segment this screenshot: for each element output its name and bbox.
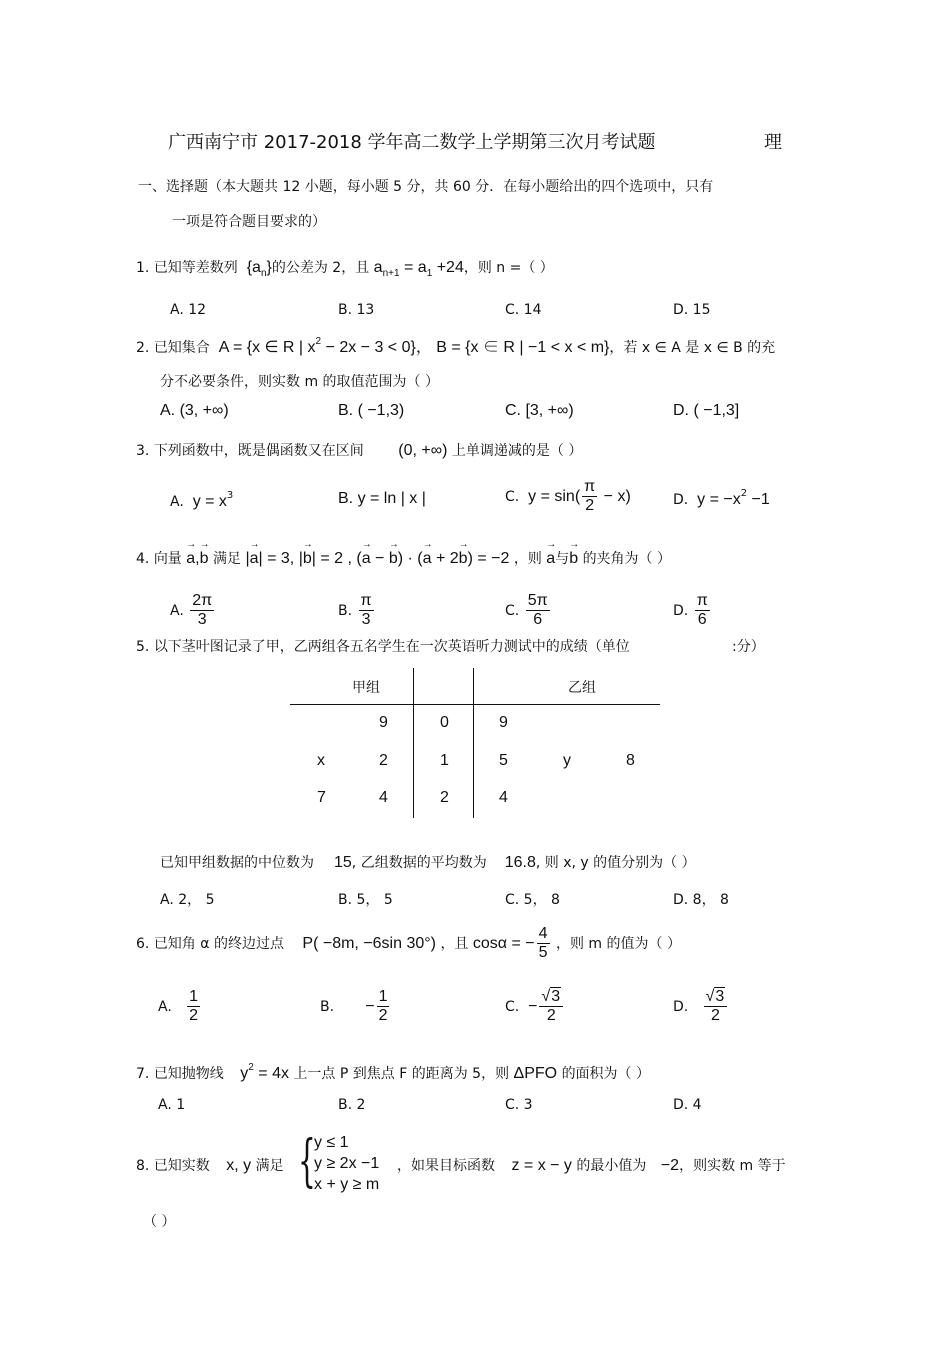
q6-text2: ，且	[440, 935, 469, 952]
q1-option-a: A. 12	[170, 302, 207, 318]
q1-option-b: B. 13	[338, 302, 375, 318]
title-main: 广西南宁市 2017-2018 学年高二数学上学期第三次月考试题	[168, 132, 656, 153]
q3-option-b: B. y = ln | x |	[338, 490, 426, 507]
q4-option-a: A. $\frac{2\pi}{3}$	[170, 592, 213, 629]
q4-option-c: C. $\frac{5\pi}{6}$	[505, 592, 548, 629]
question-3	[136, 440, 582, 460]
q2-option-c: C. [3, +∞)	[505, 402, 574, 419]
q6-number: 6.	[136, 935, 150, 952]
table-cell: x	[317, 752, 325, 769]
q1-recurrence: $a_{n+1} = a_1 +24$	[373, 259, 464, 279]
q8-constraint-3: x + y ≥ m	[314, 1176, 380, 1193]
q5-option-d: D. 8， 8	[673, 892, 729, 908]
section-heading-line1: 一、选择题（本大题共 12 小题，每小题 5 分，共 60 分．在每小题给出的四个选项中，只有	[138, 179, 714, 195]
q4-condition: |→ a| = 3, |→ b| = 2 , (→ a − → b) · (→ a + 2→ b) = −2	[245, 550, 509, 567]
table-cell: y	[563, 752, 571, 769]
q8-constraint-2: y ≥ 2x −1	[314, 1155, 380, 1172]
q7-option-d: D. 4	[673, 1097, 702, 1113]
q7-text2: 上一点 P 到焦点 F 的距离为 5，则	[293, 1066, 510, 1082]
q4-option-b: B. $\frac{\pi}{3}$	[338, 592, 372, 629]
q4-text2: 满足	[212, 551, 241, 567]
q5-line2: 已知甲组数据的中位数为 15, 乙组数据的平均数为 16.8, 则 x, y 的值分别为（ ）	[160, 854, 696, 871]
q1-text: 已知等差数列	[153, 260, 238, 276]
table-stem: 2	[440, 789, 449, 806]
q8-vars: x, y	[226, 1157, 252, 1174]
q6-text: 已知角 α 的终边过点	[153, 935, 284, 952]
q2-number: 2.	[136, 340, 150, 356]
q7-triangle: ΔPFO	[513, 1065, 558, 1082]
q4-vector-b: → b	[569, 550, 578, 568]
q5-option-b: B. 5， 5	[338, 892, 393, 908]
q2-option-b: B. ( −1,3)	[338, 402, 405, 419]
q3-interval: (0, +∞)	[398, 442, 448, 459]
q6-option-a: A. $\frac{1}{2}$	[158, 988, 199, 1025]
q3-text: 下列函数中，既是偶函数又在区间	[153, 443, 364, 459]
table-header-yi: 乙组	[568, 680, 596, 696]
q6-text3: ，则 m 的值为（ ）	[555, 935, 681, 952]
q6-option-b: B. − $\frac{1}{2}$	[320, 988, 388, 1025]
q5-option-a: A. 2， 5	[160, 892, 215, 908]
table-header-jia: 甲组	[352, 680, 380, 696]
q2-option-d: D. ( −1,3]	[673, 402, 740, 419]
q3-text2: 上单调递减的是（ ）	[451, 443, 583, 459]
question-5	[136, 636, 630, 656]
question-4	[136, 548, 671, 568]
q8-text: 已知实数	[153, 1158, 210, 1174]
table-cell: 9	[379, 714, 388, 731]
q2-option-a: A. (3, +∞)	[160, 402, 229, 419]
q1-text2: 的公差为 2，且	[271, 260, 370, 276]
question-8	[136, 1155, 284, 1175]
q1-text3: ，则 n =（ ）	[463, 260, 554, 276]
q4-text4: 与	[555, 551, 570, 567]
table-cell: 5	[499, 752, 508, 769]
q1-number: 1.	[136, 260, 150, 276]
q6-option-d: D. $\frac{√3}{2}$	[673, 988, 729, 1026]
table-cell: 4	[499, 789, 508, 806]
stem-leaf-plot	[290, 668, 660, 818]
q4-text: 向量	[153, 551, 182, 567]
q6-fraction: $\frac{4}{5}$	[538, 925, 548, 962]
q7-number: 7.	[136, 1066, 150, 1082]
table-cell: 8	[626, 752, 635, 769]
q6-option-c: C. − $\frac{√3}{2}$	[505, 988, 565, 1026]
section-heading-line2: 一项是符合题目要求的）	[172, 214, 326, 230]
q1-option-c: C. 14	[505, 302, 542, 318]
q4-text3: ，则	[513, 551, 542, 567]
q6-point: P( −8m, −6sin 30°)	[302, 934, 436, 952]
q1-option-d: D. 15	[673, 302, 711, 318]
q7-option-a: A. 1	[158, 1097, 186, 1113]
q4-number: 4.	[136, 551, 150, 567]
q5-option-c: C. 5， 8	[505, 892, 560, 908]
q7-option-b: B. 2	[338, 1097, 366, 1113]
q7-text: 已知抛物线	[153, 1066, 224, 1082]
table-stem: 0	[440, 714, 449, 731]
q7-text3: 的面积为（ ）	[561, 1066, 651, 1082]
table-line-right	[473, 668, 474, 818]
q3-option-d: D. $y = -x^2 -1$	[673, 488, 770, 508]
q8-text2: 满足	[255, 1158, 284, 1174]
q8-number: 8.	[136, 1158, 150, 1174]
table-divider	[290, 704, 660, 705]
question-7	[136, 1062, 650, 1083]
q8-constraint-1: y ≤ 1	[314, 1134, 349, 1151]
q5-unit: :分）	[732, 639, 765, 655]
title-suffix: 理	[764, 132, 782, 153]
q4-vector-a: → a	[546, 550, 555, 568]
table-cell: 2	[379, 752, 388, 769]
table-cell: 4	[379, 789, 388, 806]
table-cell: 9	[499, 714, 508, 731]
q1-sequence: $\{a_n\}$	[242, 259, 272, 279]
q4-vectors: → a,→ b	[186, 550, 208, 567]
q3-number: 3.	[136, 443, 150, 459]
q2-text: 已知集合	[153, 340, 210, 356]
q2-text2: ，若 x ∈ A 是 x ∈ B 的充	[609, 340, 776, 356]
q8-continued: ，如果目标函数 z = x − y 的最小值为 −2，则实数 m 等于	[397, 1157, 786, 1174]
q6-cos: cosα = −	[472, 934, 535, 952]
q8-line2: （ ）	[143, 1214, 176, 1230]
q4-text5: 的夹角为（ ）	[582, 551, 672, 567]
q4-option-d: D. $\frac{\pi}{6}$	[673, 592, 708, 629]
q3-option-a: A. $y = x^3$	[170, 490, 234, 510]
q2-set-a: A = {x ∈ R | $x^2 - 2x - 3 < 0$}	[218, 336, 416, 356]
page-title	[168, 128, 656, 154]
q5-number: 5.	[136, 639, 150, 655]
table-line-left	[413, 668, 414, 818]
q2-set-b: ， B = {x ∈ R | −1 < x < m}	[415, 339, 610, 356]
question-6	[136, 925, 681, 963]
q7-option-c: C. 3	[505, 1097, 533, 1113]
q2-line2: 分不必要条件，则实数 m 的取值范围为（ ）	[160, 374, 439, 390]
q7-equation: $y^2 = 4x$	[240, 1062, 289, 1082]
question-1	[136, 257, 554, 279]
q3-option-c: C. y = sin( $\frac{\pi}{2}$ − x)	[505, 478, 631, 515]
table-stem: 1	[440, 752, 449, 769]
question-2	[136, 334, 775, 357]
table-cell: 7	[317, 789, 326, 806]
q5-text: 以下茎叶图记录了甲，乙两组各五名学生在一次英语听力测试中的成绩（单位	[153, 639, 630, 655]
